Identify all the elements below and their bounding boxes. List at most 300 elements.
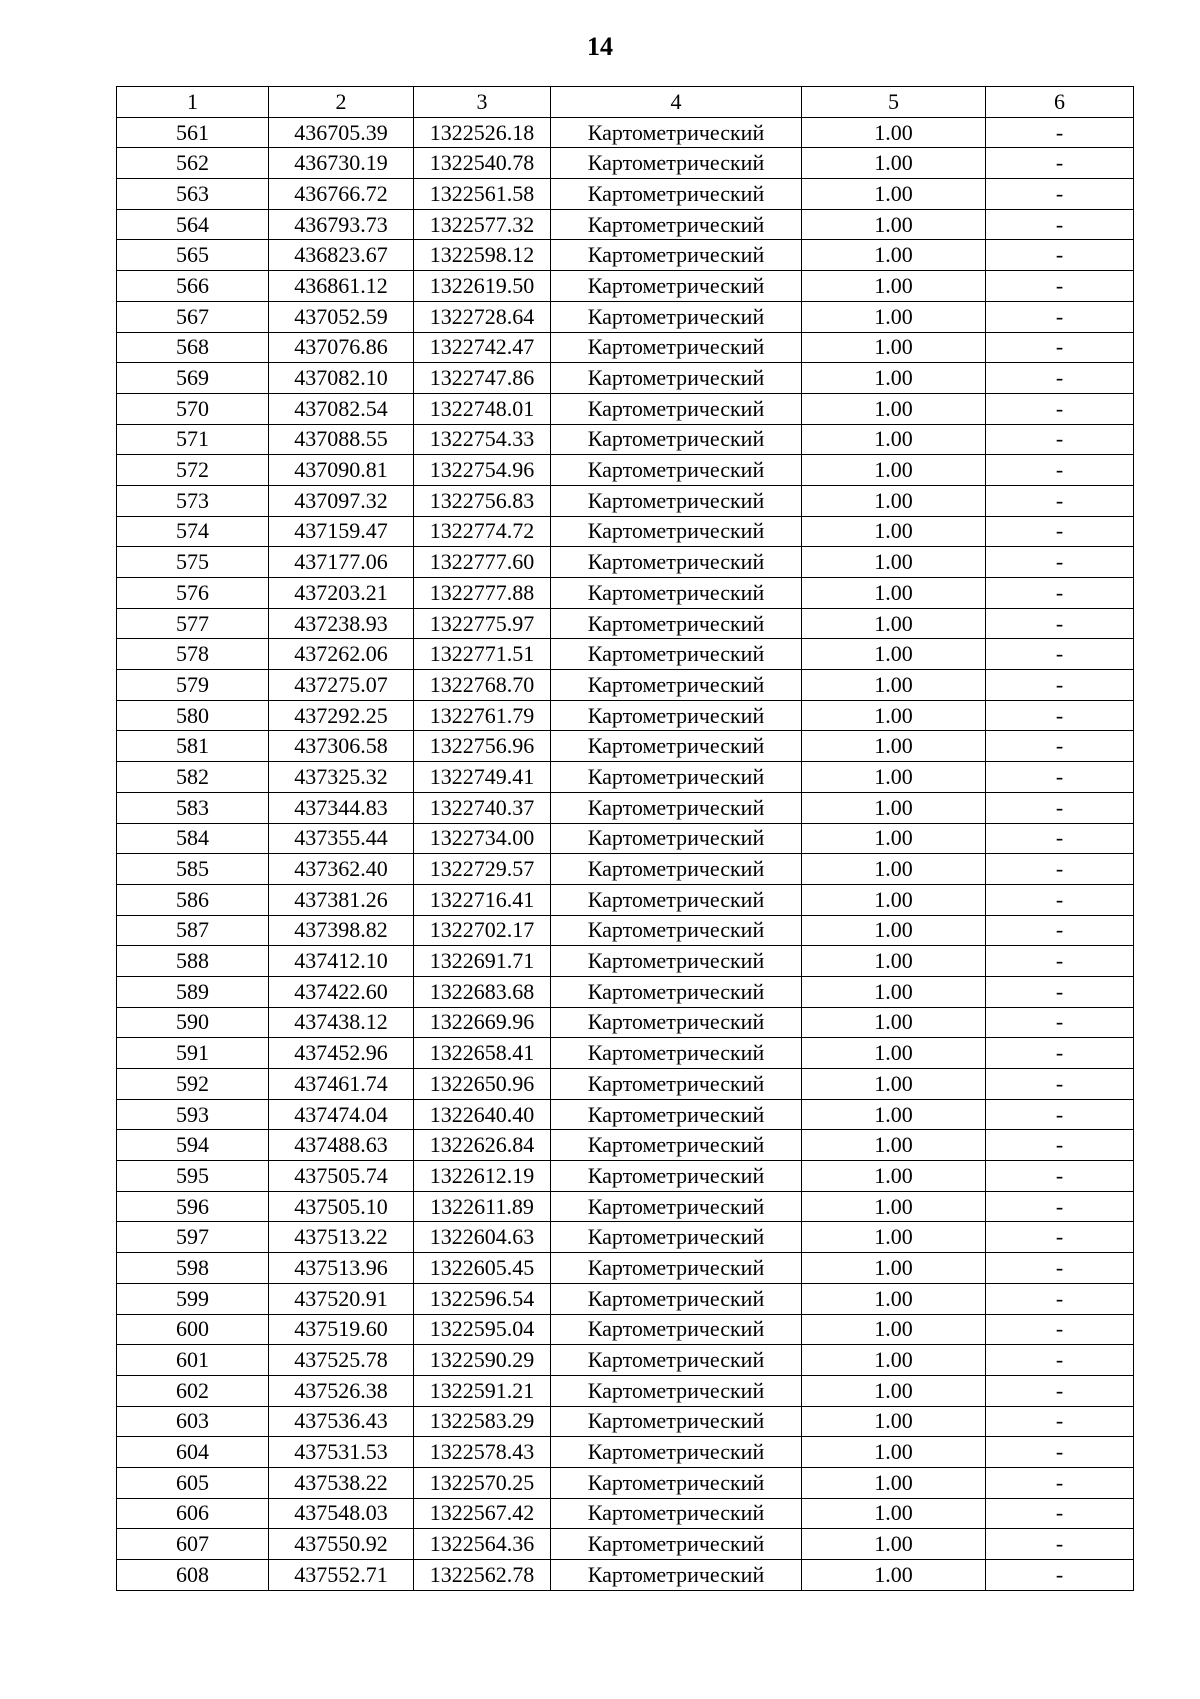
table-row bbox=[117, 148, 1134, 179]
x-coordinate-cell: 437519.60 bbox=[269, 1314, 414, 1345]
method-cell: Картометрический bbox=[551, 1099, 802, 1130]
accuracy-cell: 1.00 bbox=[802, 1069, 986, 1100]
accuracy-cell: 1.00 bbox=[802, 1283, 986, 1314]
description-cell: - bbox=[986, 1283, 1134, 1314]
description-cell: - bbox=[986, 670, 1134, 701]
x-coordinate-cell: 437082.54 bbox=[269, 393, 414, 424]
y-coordinate-cell: 1322640.40 bbox=[414, 1099, 551, 1130]
point-number-cell: 571 bbox=[117, 424, 269, 455]
point-number-cell: 608 bbox=[117, 1560, 269, 1591]
description-cell: - bbox=[986, 301, 1134, 332]
y-coordinate-cell: 1322734.00 bbox=[414, 823, 551, 854]
accuracy-cell: 1.00 bbox=[802, 762, 986, 793]
method-cell: Картометрический bbox=[551, 547, 802, 578]
table-row bbox=[117, 946, 1134, 977]
description-cell: - bbox=[986, 1069, 1134, 1100]
accuracy-cell: 1.00 bbox=[802, 1314, 986, 1345]
y-coordinate-cell: 1322756.83 bbox=[414, 485, 551, 516]
y-coordinate-cell: 1322598.12 bbox=[414, 240, 551, 271]
y-coordinate-cell: 1322611.89 bbox=[414, 1191, 551, 1222]
description-cell: - bbox=[986, 148, 1134, 179]
method-cell: Картометрический bbox=[551, 762, 802, 793]
accuracy-cell: 1.00 bbox=[802, 1099, 986, 1130]
y-coordinate-cell: 1322774.72 bbox=[414, 516, 551, 547]
x-coordinate-cell: 437520.91 bbox=[269, 1283, 414, 1314]
y-coordinate-cell: 1322748.01 bbox=[414, 393, 551, 424]
accuracy-cell: 1.00 bbox=[802, 424, 986, 455]
accuracy-cell: 1.00 bbox=[802, 485, 986, 516]
table-row bbox=[117, 1314, 1134, 1345]
accuracy-cell: 1.00 bbox=[802, 1529, 986, 1560]
description-cell: - bbox=[986, 608, 1134, 639]
y-coordinate-cell: 1322728.64 bbox=[414, 301, 551, 332]
accuracy-cell: 1.00 bbox=[802, 946, 986, 977]
y-coordinate-cell: 1322605.45 bbox=[414, 1253, 551, 1284]
point-number-cell: 574 bbox=[117, 516, 269, 547]
y-coordinate-cell: 1322561.58 bbox=[414, 179, 551, 210]
point-number-cell: 565 bbox=[117, 240, 269, 271]
point-number-cell: 566 bbox=[117, 271, 269, 302]
point-number-cell: 573 bbox=[117, 485, 269, 516]
x-coordinate-cell: 437513.96 bbox=[269, 1253, 414, 1284]
point-number-cell: 582 bbox=[117, 762, 269, 793]
table-row bbox=[117, 639, 1134, 670]
x-coordinate-cell: 437536.43 bbox=[269, 1406, 414, 1437]
x-coordinate-cell: 437325.32 bbox=[269, 762, 414, 793]
table-row bbox=[117, 1130, 1134, 1161]
y-coordinate-cell: 1322577.32 bbox=[414, 209, 551, 240]
point-number-cell: 575 bbox=[117, 547, 269, 578]
description-cell: - bbox=[986, 363, 1134, 394]
point-number-cell: 579 bbox=[117, 670, 269, 701]
accuracy-cell: 1.00 bbox=[802, 976, 986, 1007]
x-coordinate-cell: 437531.53 bbox=[269, 1437, 414, 1468]
table-row bbox=[117, 700, 1134, 731]
point-number-cell: 561 bbox=[117, 117, 269, 148]
page-number: 14 bbox=[587, 32, 613, 61]
table-row bbox=[117, 209, 1134, 240]
description-cell: - bbox=[986, 332, 1134, 363]
method-cell: Картометрический bbox=[551, 240, 802, 271]
y-coordinate-cell: 1322650.96 bbox=[414, 1069, 551, 1100]
table-row bbox=[117, 516, 1134, 547]
accuracy-cell: 1.00 bbox=[802, 547, 986, 578]
y-coordinate-cell: 1322754.33 bbox=[414, 424, 551, 455]
y-coordinate-cell: 1322691.71 bbox=[414, 946, 551, 977]
point-number-cell: 562 bbox=[117, 148, 269, 179]
accuracy-cell: 1.00 bbox=[802, 1406, 986, 1437]
x-coordinate-cell: 436793.73 bbox=[269, 209, 414, 240]
table-row bbox=[117, 670, 1134, 701]
method-cell: Картометрический bbox=[551, 209, 802, 240]
point-number-cell: 598 bbox=[117, 1253, 269, 1284]
description-cell: - bbox=[986, 1007, 1134, 1038]
x-coordinate-cell: 437159.47 bbox=[269, 516, 414, 547]
method-cell: Картометрический bbox=[551, 148, 802, 179]
y-coordinate-cell: 1322570.25 bbox=[414, 1467, 551, 1498]
method-cell: Картометрический bbox=[551, 915, 802, 946]
method-cell: Картометрический bbox=[551, 1529, 802, 1560]
x-coordinate-cell: 437306.58 bbox=[269, 731, 414, 762]
x-coordinate-cell: 437203.21 bbox=[269, 578, 414, 609]
method-cell: Картометрический bbox=[551, 792, 802, 823]
y-coordinate-cell: 1322754.96 bbox=[414, 455, 551, 486]
method-cell: Картометрический bbox=[551, 1437, 802, 1468]
description-cell: - bbox=[986, 424, 1134, 455]
x-coordinate-cell: 437513.22 bbox=[269, 1222, 414, 1253]
y-coordinate-cell: 1322567.42 bbox=[414, 1498, 551, 1529]
accuracy-cell: 1.00 bbox=[802, 363, 986, 394]
method-cell: Картометрический bbox=[551, 854, 802, 885]
y-coordinate-cell: 1322761.79 bbox=[414, 700, 551, 731]
x-coordinate-cell: 437076.86 bbox=[269, 332, 414, 363]
method-cell: Картометрический bbox=[551, 1253, 802, 1284]
x-coordinate-cell: 437538.22 bbox=[269, 1467, 414, 1498]
point-number-cell: 607 bbox=[117, 1529, 269, 1560]
point-number-cell: 594 bbox=[117, 1130, 269, 1161]
point-number-cell: 580 bbox=[117, 700, 269, 731]
accuracy-cell: 1.00 bbox=[802, 455, 986, 486]
description-cell: - bbox=[986, 1467, 1134, 1498]
method-cell: Картометрический bbox=[551, 731, 802, 762]
point-number-cell: 595 bbox=[117, 1161, 269, 1192]
point-number-cell: 603 bbox=[117, 1406, 269, 1437]
accuracy-cell: 1.00 bbox=[802, 700, 986, 731]
x-coordinate-cell: 437090.81 bbox=[269, 455, 414, 486]
description-cell: - bbox=[986, 1560, 1134, 1591]
x-coordinate-cell: 437355.44 bbox=[269, 823, 414, 854]
x-coordinate-cell: 437488.63 bbox=[269, 1130, 414, 1161]
point-number-cell: 601 bbox=[117, 1345, 269, 1376]
method-cell: Картометрический bbox=[551, 363, 802, 394]
method-cell: Картометрический bbox=[551, 424, 802, 455]
description-cell: - bbox=[986, 731, 1134, 762]
method-cell: Картометрический bbox=[551, 976, 802, 1007]
table-row bbox=[117, 1498, 1134, 1529]
accuracy-cell: 1.00 bbox=[802, 1038, 986, 1069]
method-cell: Картометрический bbox=[551, 1467, 802, 1498]
table-row bbox=[117, 1406, 1134, 1437]
description-cell: - bbox=[986, 1191, 1134, 1222]
table-row bbox=[117, 117, 1134, 148]
point-number-cell: 585 bbox=[117, 854, 269, 885]
accuracy-cell: 1.00 bbox=[802, 884, 986, 915]
y-coordinate-cell: 1322604.63 bbox=[414, 1222, 551, 1253]
x-coordinate-cell: 436730.19 bbox=[269, 148, 414, 179]
y-coordinate-cell: 1322583.29 bbox=[414, 1406, 551, 1437]
y-coordinate-cell: 1322562.78 bbox=[414, 1560, 551, 1591]
description-cell: - bbox=[986, 639, 1134, 670]
method-cell: Картометрический bbox=[551, 578, 802, 609]
y-coordinate-cell: 1322729.57 bbox=[414, 854, 551, 885]
header-cell-4: 4 bbox=[551, 87, 802, 118]
y-coordinate-cell: 1322578.43 bbox=[414, 1437, 551, 1468]
point-number-cell: 583 bbox=[117, 792, 269, 823]
method-cell: Картометрический bbox=[551, 639, 802, 670]
description-cell: - bbox=[986, 1038, 1134, 1069]
description-cell: - bbox=[986, 1437, 1134, 1468]
y-coordinate-cell: 1322619.50 bbox=[414, 271, 551, 302]
method-cell: Картометрический bbox=[551, 1406, 802, 1437]
accuracy-cell: 1.00 bbox=[802, 1161, 986, 1192]
point-number-cell: 593 bbox=[117, 1099, 269, 1130]
table-row bbox=[117, 762, 1134, 793]
accuracy-cell: 1.00 bbox=[802, 915, 986, 946]
point-number-cell: 570 bbox=[117, 393, 269, 424]
point-number-cell: 586 bbox=[117, 884, 269, 915]
description-cell: - bbox=[986, 240, 1134, 271]
x-coordinate-cell: 437550.92 bbox=[269, 1529, 414, 1560]
y-coordinate-cell: 1322768.70 bbox=[414, 670, 551, 701]
method-cell: Картометрический bbox=[551, 393, 802, 424]
point-number-cell: 588 bbox=[117, 946, 269, 977]
description-cell: - bbox=[986, 516, 1134, 547]
description-cell: - bbox=[986, 1253, 1134, 1284]
point-number-cell: 568 bbox=[117, 332, 269, 363]
description-cell: - bbox=[986, 884, 1134, 915]
accuracy-cell: 1.00 bbox=[802, 332, 986, 363]
accuracy-cell: 1.00 bbox=[802, 209, 986, 240]
description-cell: - bbox=[986, 117, 1134, 148]
description-cell: - bbox=[986, 762, 1134, 793]
description-cell: - bbox=[986, 1406, 1134, 1437]
point-number-cell: 596 bbox=[117, 1191, 269, 1222]
description-cell: - bbox=[986, 393, 1134, 424]
description-cell: - bbox=[986, 485, 1134, 516]
accuracy-cell: 1.00 bbox=[802, 1253, 986, 1284]
point-number-cell: 576 bbox=[117, 578, 269, 609]
method-cell: Картометрический bbox=[551, 455, 802, 486]
table-header-row bbox=[117, 87, 1134, 118]
point-number-cell: 577 bbox=[117, 608, 269, 639]
x-coordinate-cell: 437398.82 bbox=[269, 915, 414, 946]
description-cell: - bbox=[986, 179, 1134, 210]
x-coordinate-cell: 437082.10 bbox=[269, 363, 414, 394]
x-coordinate-cell: 437052.59 bbox=[269, 301, 414, 332]
accuracy-cell: 1.00 bbox=[802, 117, 986, 148]
y-coordinate-cell: 1322756.96 bbox=[414, 731, 551, 762]
table-row bbox=[117, 608, 1134, 639]
description-cell: - bbox=[986, 1345, 1134, 1376]
y-coordinate-cell: 1322564.36 bbox=[414, 1529, 551, 1560]
x-coordinate-cell: 437292.25 bbox=[269, 700, 414, 731]
accuracy-cell: 1.00 bbox=[802, 393, 986, 424]
table-row bbox=[117, 1161, 1134, 1192]
point-number-cell: 569 bbox=[117, 363, 269, 394]
method-cell: Картометрический bbox=[551, 823, 802, 854]
x-coordinate-cell: 437412.10 bbox=[269, 946, 414, 977]
y-coordinate-cell: 1322658.41 bbox=[414, 1038, 551, 1069]
y-coordinate-cell: 1322591.21 bbox=[414, 1375, 551, 1406]
description-cell: - bbox=[986, 1314, 1134, 1345]
x-coordinate-cell: 437362.40 bbox=[269, 854, 414, 885]
x-coordinate-cell: 437262.06 bbox=[269, 639, 414, 670]
description-cell: - bbox=[986, 823, 1134, 854]
accuracy-cell: 1.00 bbox=[802, 301, 986, 332]
y-coordinate-cell: 1322595.04 bbox=[414, 1314, 551, 1345]
table-row bbox=[117, 1560, 1134, 1591]
accuracy-cell: 1.00 bbox=[802, 1467, 986, 1498]
header-cell-5: 5 bbox=[802, 87, 986, 118]
y-coordinate-cell: 1322626.84 bbox=[414, 1130, 551, 1161]
table-row bbox=[117, 1038, 1134, 1069]
method-cell: Картометрический bbox=[551, 700, 802, 731]
x-coordinate-cell: 437452.96 bbox=[269, 1038, 414, 1069]
table-row bbox=[117, 854, 1134, 885]
table-row bbox=[117, 1007, 1134, 1038]
y-coordinate-cell: 1322540.78 bbox=[414, 148, 551, 179]
method-cell: Картометрический bbox=[551, 1314, 802, 1345]
x-coordinate-cell: 437525.78 bbox=[269, 1345, 414, 1376]
table-row bbox=[117, 363, 1134, 394]
accuracy-cell: 1.00 bbox=[802, 1130, 986, 1161]
table-row bbox=[117, 1375, 1134, 1406]
table-row bbox=[117, 455, 1134, 486]
y-coordinate-cell: 1322775.97 bbox=[414, 608, 551, 639]
y-coordinate-cell: 1322771.51 bbox=[414, 639, 551, 670]
y-coordinate-cell: 1322716.41 bbox=[414, 884, 551, 915]
point-number-cell: 592 bbox=[117, 1069, 269, 1100]
method-cell: Картометрический bbox=[551, 946, 802, 977]
description-cell: - bbox=[986, 1161, 1134, 1192]
description-cell: - bbox=[986, 946, 1134, 977]
description-cell: - bbox=[986, 578, 1134, 609]
method-cell: Картометрический bbox=[551, 1161, 802, 1192]
header-cell-2: 2 bbox=[269, 87, 414, 118]
method-cell: Картометрический bbox=[551, 1130, 802, 1161]
table-row bbox=[117, 976, 1134, 1007]
method-cell: Картометрический bbox=[551, 1498, 802, 1529]
description-cell: - bbox=[986, 1375, 1134, 1406]
description-cell: - bbox=[986, 1130, 1134, 1161]
description-cell: - bbox=[986, 209, 1134, 240]
method-cell: Картометрический bbox=[551, 1560, 802, 1591]
table-row bbox=[117, 547, 1134, 578]
y-coordinate-cell: 1322590.29 bbox=[414, 1345, 551, 1376]
table-row bbox=[117, 485, 1134, 516]
x-coordinate-cell: 437438.12 bbox=[269, 1007, 414, 1038]
table-row bbox=[117, 1345, 1134, 1376]
description-cell: - bbox=[986, 1222, 1134, 1253]
x-coordinate-cell: 437238.93 bbox=[269, 608, 414, 639]
method-cell: Картометрический bbox=[551, 179, 802, 210]
table-row bbox=[117, 240, 1134, 271]
accuracy-cell: 1.00 bbox=[802, 608, 986, 639]
y-coordinate-cell: 1322747.86 bbox=[414, 363, 551, 394]
accuracy-cell: 1.00 bbox=[802, 1375, 986, 1406]
description-cell: - bbox=[986, 700, 1134, 731]
x-coordinate-cell: 436823.67 bbox=[269, 240, 414, 271]
accuracy-cell: 1.00 bbox=[802, 1560, 986, 1591]
accuracy-cell: 1.00 bbox=[802, 240, 986, 271]
point-number-cell: 600 bbox=[117, 1314, 269, 1345]
x-coordinate-cell: 437381.26 bbox=[269, 884, 414, 915]
method-cell: Картометрический bbox=[551, 1222, 802, 1253]
accuracy-cell: 1.00 bbox=[802, 1498, 986, 1529]
method-cell: Картометрический bbox=[551, 332, 802, 363]
description-cell: - bbox=[986, 976, 1134, 1007]
accuracy-cell: 1.00 bbox=[802, 792, 986, 823]
point-number-cell: 590 bbox=[117, 1007, 269, 1038]
point-number-cell: 581 bbox=[117, 731, 269, 762]
accuracy-cell: 1.00 bbox=[802, 823, 986, 854]
table-row bbox=[117, 884, 1134, 915]
description-cell: - bbox=[986, 455, 1134, 486]
method-cell: Картометрический bbox=[551, 1069, 802, 1100]
y-coordinate-cell: 1322749.41 bbox=[414, 762, 551, 793]
x-coordinate-cell: 437422.60 bbox=[269, 976, 414, 1007]
description-cell: - bbox=[986, 792, 1134, 823]
method-cell: Картометрический bbox=[551, 1007, 802, 1038]
table-body bbox=[117, 87, 1134, 1591]
accuracy-cell: 1.00 bbox=[802, 639, 986, 670]
table-row bbox=[117, 1069, 1134, 1100]
method-cell: Картометрический bbox=[551, 884, 802, 915]
table-row bbox=[117, 301, 1134, 332]
coordinates-table bbox=[116, 86, 1134, 1591]
accuracy-cell: 1.00 bbox=[802, 1007, 986, 1038]
table-row bbox=[117, 792, 1134, 823]
method-cell: Картометрический bbox=[551, 117, 802, 148]
method-cell: Картометрический bbox=[551, 301, 802, 332]
accuracy-cell: 1.00 bbox=[802, 731, 986, 762]
table-row bbox=[117, 1283, 1134, 1314]
table-row bbox=[117, 332, 1134, 363]
table-row bbox=[117, 1222, 1134, 1253]
table-row bbox=[117, 393, 1134, 424]
y-coordinate-cell: 1322526.18 bbox=[414, 117, 551, 148]
x-coordinate-cell: 436766.72 bbox=[269, 179, 414, 210]
accuracy-cell: 1.00 bbox=[802, 578, 986, 609]
point-number-cell: 589 bbox=[117, 976, 269, 1007]
y-coordinate-cell: 1322669.96 bbox=[414, 1007, 551, 1038]
y-coordinate-cell: 1322596.54 bbox=[414, 1283, 551, 1314]
method-cell: Картометрический bbox=[551, 516, 802, 547]
x-coordinate-cell: 436861.12 bbox=[269, 271, 414, 302]
method-cell: Картометрический bbox=[551, 485, 802, 516]
description-cell: - bbox=[986, 1498, 1134, 1529]
method-cell: Картометрический bbox=[551, 1038, 802, 1069]
y-coordinate-cell: 1322742.47 bbox=[414, 332, 551, 363]
x-coordinate-cell: 437088.55 bbox=[269, 424, 414, 455]
x-coordinate-cell: 437505.74 bbox=[269, 1161, 414, 1192]
x-coordinate-cell: 437505.10 bbox=[269, 1191, 414, 1222]
accuracy-cell: 1.00 bbox=[802, 516, 986, 547]
description-cell: - bbox=[986, 271, 1134, 302]
table-row bbox=[117, 1099, 1134, 1130]
x-coordinate-cell: 437552.71 bbox=[269, 1560, 414, 1591]
accuracy-cell: 1.00 bbox=[802, 1437, 986, 1468]
method-cell: Картометрический bbox=[551, 271, 802, 302]
method-cell: Картометрический bbox=[551, 1345, 802, 1376]
accuracy-cell: 1.00 bbox=[802, 1191, 986, 1222]
point-number-cell: 584 bbox=[117, 823, 269, 854]
point-number-cell: 578 bbox=[117, 639, 269, 670]
header-cell-6: 6 bbox=[986, 87, 1134, 118]
x-coordinate-cell: 437461.74 bbox=[269, 1069, 414, 1100]
accuracy-cell: 1.00 bbox=[802, 854, 986, 885]
table-row bbox=[117, 1467, 1134, 1498]
x-coordinate-cell: 437344.83 bbox=[269, 792, 414, 823]
method-cell: Картометрический bbox=[551, 1375, 802, 1406]
x-coordinate-cell: 437526.38 bbox=[269, 1375, 414, 1406]
table-row bbox=[117, 823, 1134, 854]
point-number-cell: 599 bbox=[117, 1283, 269, 1314]
accuracy-cell: 1.00 bbox=[802, 271, 986, 302]
point-number-cell: 606 bbox=[117, 1498, 269, 1529]
x-coordinate-cell: 437474.04 bbox=[269, 1099, 414, 1130]
table-row bbox=[117, 1437, 1134, 1468]
